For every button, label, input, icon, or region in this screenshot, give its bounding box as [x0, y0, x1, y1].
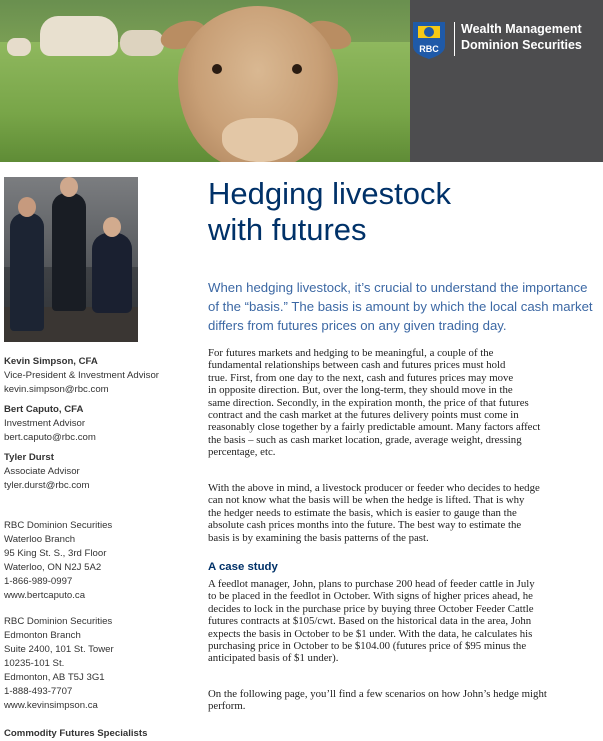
text-line: anticipated basis of $1 under). [208, 652, 339, 665]
brand-wealth-management: Wealth Management [461, 22, 582, 36]
text-line: expects the basis in October to be $1 under. With the data, he calculates his [208, 627, 533, 640]
title-line: Hedging livestock [208, 176, 451, 211]
text-line: With the above in mind, a livestock producer or feeder who decides to hedge [208, 482, 540, 494]
contact-name: Bert Caputo, CFA [4, 404, 84, 415]
text-line: the hedger needs to estimate the basis, which is easier to gauge than the [208, 506, 517, 519]
case-study-heading: A case study [208, 561, 278, 573]
text-line: can not know what the basis will be when the hedge is lifted. That is why [208, 494, 525, 507]
office-website[interactable]: www.kevinsimpson.ca [4, 700, 98, 711]
text-line: purchasing price in October to be $104.00 (futures price of $95 minus the [208, 640, 527, 653]
office-edmonton [4, 615, 114, 713]
text-line: percentage, etc. [208, 446, 276, 459]
text-line: in opposite direction. But, over the long-term, they should move in the [208, 384, 513, 397]
text-line: basis is by examining the basis patterns of the past. [208, 531, 429, 544]
office-website[interactable]: www.bertcaputo.ca [4, 590, 86, 601]
office-company: RBC Dominion Securities [4, 520, 113, 531]
text-line: fundamental relationships between cash and futures prices must hold [208, 359, 506, 372]
intro-line: When hedging livestock, it’s crucial to understand the importance [208, 280, 588, 295]
footer-specialists: Commodity Futures Specialists [4, 728, 148, 739]
office-city: Edmonton, AB T5J 3G1 [4, 672, 105, 683]
brand-divider [454, 22, 455, 56]
contact-title: Associate Advisor [4, 466, 80, 477]
text-line: reasonably close together by a fairly predictable amount. Many factors affect [208, 421, 541, 434]
text-line: For futures markets and hedging to be meaningful, a couple of the [208, 347, 494, 359]
text-line: the basis – such as cash market location, grade, average weight, dressing [208, 433, 522, 446]
office-address: 95 King St. S., 3rd Floor [4, 548, 107, 559]
text-line: true. First, from one day to the next, cash and futures prices may move [208, 371, 514, 384]
contact-title: Investment Advisor [4, 418, 86, 429]
contact-email[interactable]: kevin.simpson@rbc.com [4, 384, 109, 395]
contact-bert-caputo [4, 403, 96, 445]
contact-name: Tyler Durst [4, 452, 54, 463]
body-paragraph-3 [208, 578, 592, 665]
text-line: contract and the cash market at the futures delivery points must come in [208, 409, 519, 422]
text-line: to be placed in the feedlot in October. With signs of higher prices ahead, he [208, 590, 533, 603]
text-line: absolute cash prices months into the future. The best way to estimate the [208, 519, 522, 532]
contact-email[interactable]: tyler.durst@rbc.com [4, 480, 90, 491]
intro-line: of the “basis.” The basis is amount by which the local cash market [208, 299, 593, 314]
contact-tyler-durst [4, 451, 89, 493]
contact-kevin-simpson [4, 355, 159, 397]
office-phone: 1-866-989-0997 [4, 576, 73, 587]
team-photo [4, 177, 138, 342]
intro-line: differs from futures prices on any given trading day. [208, 318, 507, 333]
contact-email[interactable]: bert.caputo@rbc.com [4, 432, 96, 443]
text-line: A feedlot manager, John, plans to purchase 200 head of feeder cattle in July [208, 578, 535, 590]
text-line: futures contracts at $105/cwt. Based on the historical data in the area, John [208, 615, 532, 628]
body-paragraph-1 [208, 347, 592, 459]
intro-paragraph [208, 278, 593, 335]
title-line: with futures [208, 212, 367, 247]
body-paragraph-4 [208, 688, 592, 713]
brand-dominion-securities: Dominion Securities [461, 38, 582, 52]
office-address: Suite 2400, 101 St. Tower [4, 644, 114, 655]
text-line: decides to lock in the purchase price by buying three October Feeder Cattle [208, 602, 534, 615]
office-street: 10235-101 St. [4, 658, 65, 669]
text-line: same direction. Secondly, in the expiration month, the price of that futures [208, 396, 529, 409]
office-phone: 1-888-493-7707 [4, 686, 73, 697]
body-paragraph-2 [208, 482, 592, 544]
article-title [208, 176, 588, 248]
rbc-logo-icon [410, 20, 448, 60]
contact-name: Kevin Simpson, CFA [4, 356, 98, 367]
contact-title: Vice-President & Investment Advisor [4, 370, 159, 381]
office-branch: Edmonton Branch [4, 630, 81, 641]
rbc-logo-text: RBC [419, 44, 439, 54]
text-line: On the following page, you’ll find a few scenarios on how John’s hedge might [208, 688, 547, 700]
office-branch: Waterloo Branch [4, 534, 76, 545]
office-company: RBC Dominion Securities [4, 616, 113, 627]
office-city: Waterloo, ON N2J 5A2 [4, 562, 102, 573]
office-waterloo [4, 519, 112, 603]
text-line: perform. [208, 700, 246, 713]
